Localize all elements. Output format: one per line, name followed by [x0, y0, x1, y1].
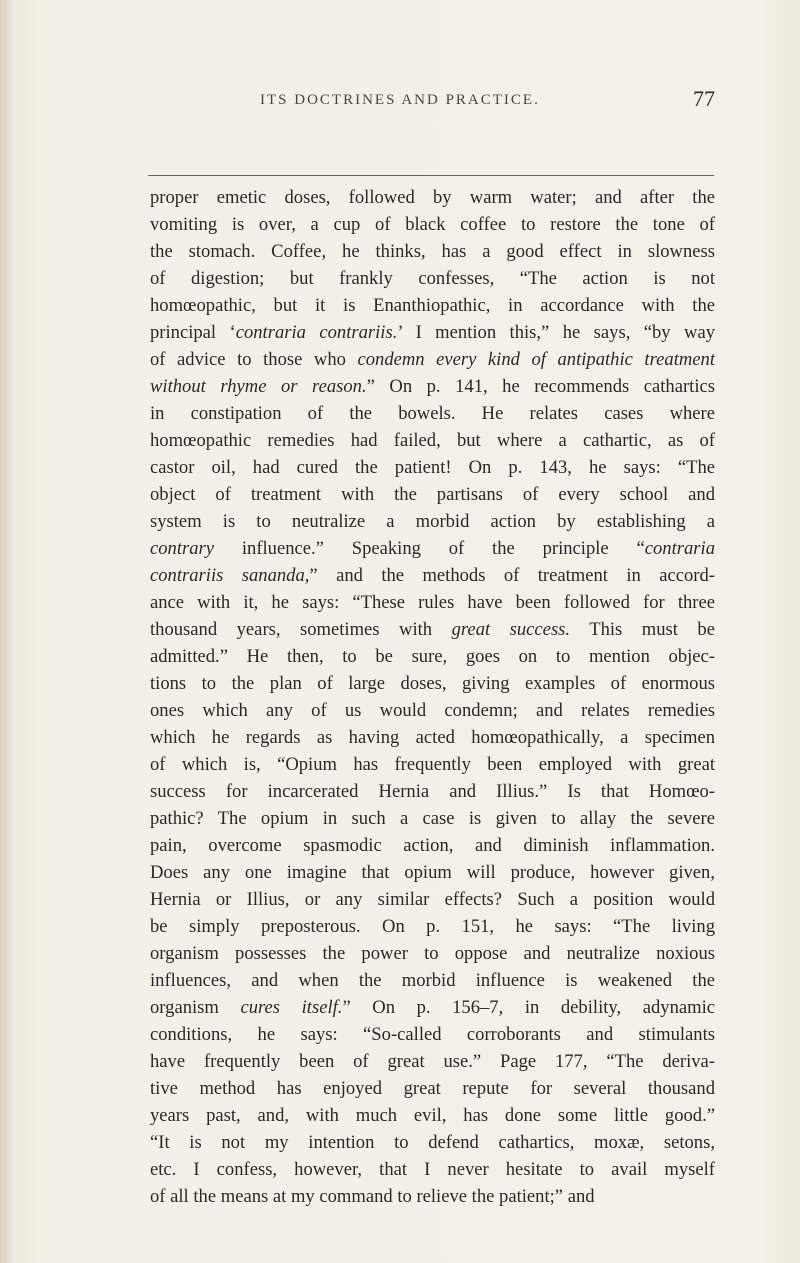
- text-line: [150, 481, 715, 508]
- text-span: ” On p. 156–7, in debility, adynamic: [342, 997, 715, 1018]
- text-span: pathic? The opium in such a case is given to allay the severe: [150, 808, 715, 829]
- italic-text: without rhyme or reason.: [150, 376, 367, 397]
- text-line: [150, 562, 715, 589]
- page-gutter-shadow: [0, 0, 14, 1263]
- text-line: [150, 238, 715, 265]
- text-span: the stomach. Coffee, he thinks, has a good effect in slowness: [150, 241, 715, 262]
- text-line: [150, 994, 715, 1021]
- text-span: ones which any of us would condemn; and relates remedies: [150, 700, 715, 721]
- text-line: [150, 805, 715, 832]
- text-span: of digestion; but frankly confesses, “The action is not: [150, 268, 715, 289]
- text-span: have frequently been of great use.” Page 177, “The deriva-: [150, 1051, 715, 1072]
- text-span: influence.” Speaking of the principle “: [214, 538, 645, 559]
- italic-text: cures itself.: [240, 997, 343, 1018]
- text-span: influences, and when the morbid influence is weakened the: [150, 970, 715, 991]
- text-span: conditions, he says: “So-called corroborants and stimulants: [150, 1024, 715, 1045]
- text-line: [150, 346, 715, 373]
- text-line: [150, 319, 715, 346]
- text-line: [150, 913, 715, 940]
- text-line: [150, 184, 715, 211]
- text-span: proper emetic doses, followed by warm water; and after the: [150, 187, 715, 208]
- text-line: [150, 1075, 715, 1102]
- text-line: [150, 589, 715, 616]
- text-line: [150, 724, 715, 751]
- text-span: ’ I mention this,” he says, “by way: [397, 322, 715, 343]
- text-span: be simply preposterous. On p. 151, he says: “The living: [150, 916, 715, 937]
- text-span: organism possesses the power to oppose and neutralize noxious: [150, 943, 715, 964]
- page-number: 77: [693, 86, 715, 111]
- text-span: homœopathic remedies had failed, but where a cathartic, as of: [150, 430, 715, 451]
- text-span: of which is, “Opium has frequently been employed with great: [150, 754, 715, 775]
- text-span: tions to the plan of large doses, giving examples of enormous: [150, 673, 715, 694]
- text-line: [150, 373, 715, 400]
- text-line: [150, 211, 715, 238]
- text-line: [150, 535, 715, 562]
- italic-text: great success.: [451, 619, 571, 640]
- text-line: [150, 670, 715, 697]
- header-rule: [148, 175, 714, 176]
- text-span: homœopathic, but it is Enanthiopathic, in accordance with the: [150, 295, 715, 316]
- body-text: [150, 184, 715, 1210]
- text-span: admitted.” He then, to be sure, goes on to mention objec-: [150, 646, 715, 667]
- text-span: “It is not my intention to defend cathartics, moxæ, setons,: [150, 1132, 715, 1153]
- text-line: [150, 859, 715, 886]
- text-span: ance with it, he says: “These rules have been followed for three: [150, 592, 715, 613]
- text-line: [150, 1021, 715, 1048]
- page-header: [150, 86, 715, 112]
- text-span: success for incarcerated Hernia and Illius.” Is that Homœo-: [150, 781, 715, 802]
- italic-text: condemn every kind of antipathic treatment: [357, 349, 715, 370]
- text-span: Hernia or Illius, or any similar effects? Such a position would: [150, 889, 715, 910]
- text-line: [150, 778, 715, 805]
- text-span: castor oil, had cured the patient! On p. 143, he says: “The: [150, 457, 715, 478]
- text-line: [150, 751, 715, 778]
- text-line: [150, 967, 715, 994]
- text-line: [150, 886, 715, 913]
- text-span: of advice to those who: [150, 349, 358, 370]
- running-head: ITS DOCTRINES AND PRACTICE.: [260, 92, 540, 108]
- text-span: ” On p. 141, he recommends cathartics: [366, 376, 715, 397]
- text-line: [150, 1048, 715, 1075]
- text-line: [150, 400, 715, 427]
- text-line: [150, 292, 715, 319]
- text-line: [150, 697, 715, 724]
- text-line: [150, 832, 715, 859]
- text-span: principal ‘: [150, 322, 236, 343]
- text-line: [150, 1102, 715, 1129]
- text-span: system is to neutralize a morbid action by establishing a: [150, 511, 715, 532]
- text-span: organism: [150, 997, 241, 1018]
- text-span: of all the means at my command to relieve the patient;” and: [150, 1186, 595, 1207]
- text-span: thousand years, sometimes with: [150, 619, 452, 640]
- text-span: which he regards as having acted homœopathically, a specimen: [150, 727, 715, 748]
- text-line: [150, 616, 715, 643]
- text-line: [150, 508, 715, 535]
- text-line: [150, 265, 715, 292]
- text-span: years past, and, with much evil, has done some little good.”: [150, 1105, 715, 1126]
- text-span: Does any one imagine that opium will produce, however given,: [150, 862, 715, 883]
- text-line: [150, 643, 715, 670]
- italic-text: contrary: [150, 538, 215, 559]
- text-span: vomiting is over, a cup of black coffee to restore the tone of: [150, 214, 715, 235]
- text-span: in constipation of the bowels. He relates cases where: [150, 403, 715, 424]
- text-span: etc. I confess, however, that I never hesitate to avail myself: [150, 1159, 715, 1180]
- text-span: pain, overcome spasmodic action, and diminish inflammation.: [150, 835, 715, 856]
- text-span: object of treatment with the partisans of every school and: [150, 484, 715, 505]
- text-line: [150, 1183, 715, 1210]
- text-line: [150, 940, 715, 967]
- text-span: This must be: [570, 619, 715, 640]
- text-span: tive method has enjoyed great repute for several thousand: [150, 1078, 715, 1099]
- text-line: [150, 454, 715, 481]
- text-line: [150, 1156, 715, 1183]
- text-line: [150, 1129, 715, 1156]
- text-line: [150, 427, 715, 454]
- italic-text: contraria contrariis.: [235, 322, 398, 343]
- italic-text: contrariis sananda,: [150, 565, 310, 586]
- italic-text: contraria: [644, 538, 715, 559]
- text-span: ” and the methods of treatment in accord-: [309, 565, 715, 586]
